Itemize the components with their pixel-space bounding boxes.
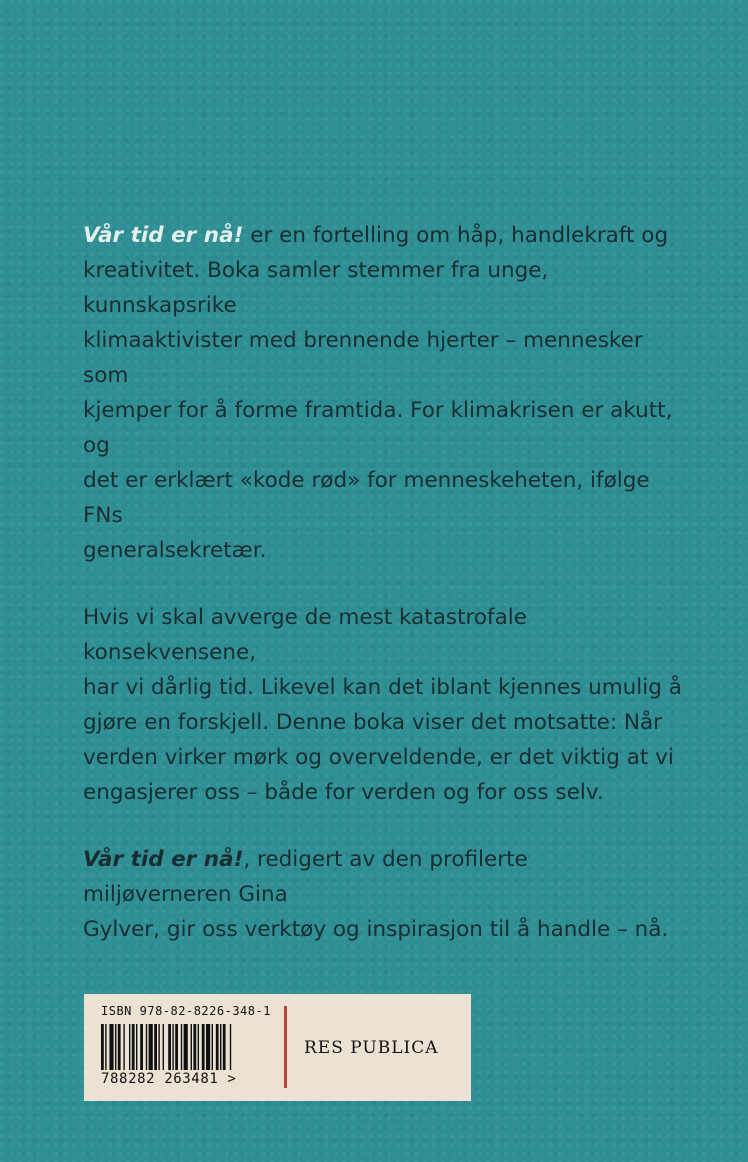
barcode-bar — [184, 1024, 188, 1070]
blurb-line: kjemper for å forme framtida. For klimakrisen er akutt, og — [83, 398, 673, 458]
blurb-line: engasjerer oss – både for verden og for oss selv. — [83, 780, 604, 805]
barcode-panel — [84, 994, 471, 1101]
blurb-line: det er erklært «kode rød» for menneskeheten, ifølge FNs — [83, 468, 650, 528]
blurb-line: gjøre en forskjell. Denne boka viser det motsatte: Når — [83, 710, 663, 735]
barcode-bar — [193, 1024, 196, 1070]
barcode-bar — [172, 1024, 173, 1070]
blurb-line: klimaaktivister med brennende hjerter – mennesker som — [83, 328, 643, 388]
barcode-bar — [168, 1024, 171, 1070]
blurb-line: , redigert av den profilerte miljøverneren Gina — [83, 847, 528, 907]
barcode-bar — [198, 1024, 199, 1070]
book-title-inline: Vår tid er nå! — [83, 223, 244, 248]
barcode-bar — [115, 1024, 116, 1070]
barcode-bar — [191, 1024, 192, 1070]
barcode-bar — [158, 1024, 159, 1070]
isbn-label: ISBN 978-82-8226-348-1 — [101, 1004, 271, 1018]
back-cover-blurb — [83, 218, 683, 979]
barcode-bar — [181, 1024, 182, 1070]
barcode-bar — [118, 1024, 121, 1070]
barcode-bar — [136, 1024, 137, 1070]
barcode-bars — [101, 1024, 269, 1070]
blurb-line: kreativitet. Boka samler stemmer fra unge, kunnskapsrike — [83, 258, 549, 318]
barcode-bar — [230, 1024, 231, 1070]
blurb-line: generalsekretær. — [83, 538, 267, 563]
barcode-bar — [101, 1024, 104, 1070]
divider-rule — [284, 1006, 287, 1088]
barcode-bar — [109, 1024, 113, 1070]
barcode-bar — [105, 1024, 106, 1070]
blurb-paragraph-2 — [83, 600, 683, 810]
barcode-bar — [123, 1024, 124, 1070]
barcode-bar — [216, 1024, 219, 1070]
blurb-line: har vi dårlig tid. Likevel kan det iblant kjennes umulig å — [83, 675, 682, 700]
barcode-bar — [220, 1024, 221, 1070]
barcode-bar — [129, 1024, 130, 1070]
barcode-bar — [223, 1024, 226, 1070]
barcode-bar — [146, 1024, 147, 1070]
barcode-bar — [154, 1024, 157, 1070]
barcode-bar — [206, 1024, 210, 1070]
barcode-digits: 788282 263481 > — [101, 1071, 237, 1087]
blurb-line: Hvis vi skal avverge de mest katastrofale konsekvensene, — [83, 605, 528, 665]
barcode-bar — [149, 1024, 153, 1070]
barcode-bar — [202, 1024, 205, 1070]
barcode-bar — [132, 1024, 135, 1070]
barcode-bar — [163, 1024, 164, 1070]
book-title-inline: Vår tid er nå! — [83, 847, 244, 872]
barcode-bar — [140, 1024, 143, 1070]
blurb-paragraph-3 — [83, 842, 683, 947]
blurb-paragraph-1 — [83, 218, 683, 568]
barcode-bar — [175, 1024, 178, 1070]
barcode-bar — [212, 1024, 213, 1070]
blurb-line: er en fortelling om håp, handlekraft og — [243, 223, 669, 248]
blurb-line: verden virker mørk og overveldende, er det viktig at vi — [83, 745, 674, 770]
blurb-line: Gylver, gir oss verktøy og inspirasjon til å handle – nå. — [83, 917, 669, 942]
publisher-logo: RES PUBLICA — [304, 1038, 439, 1058]
